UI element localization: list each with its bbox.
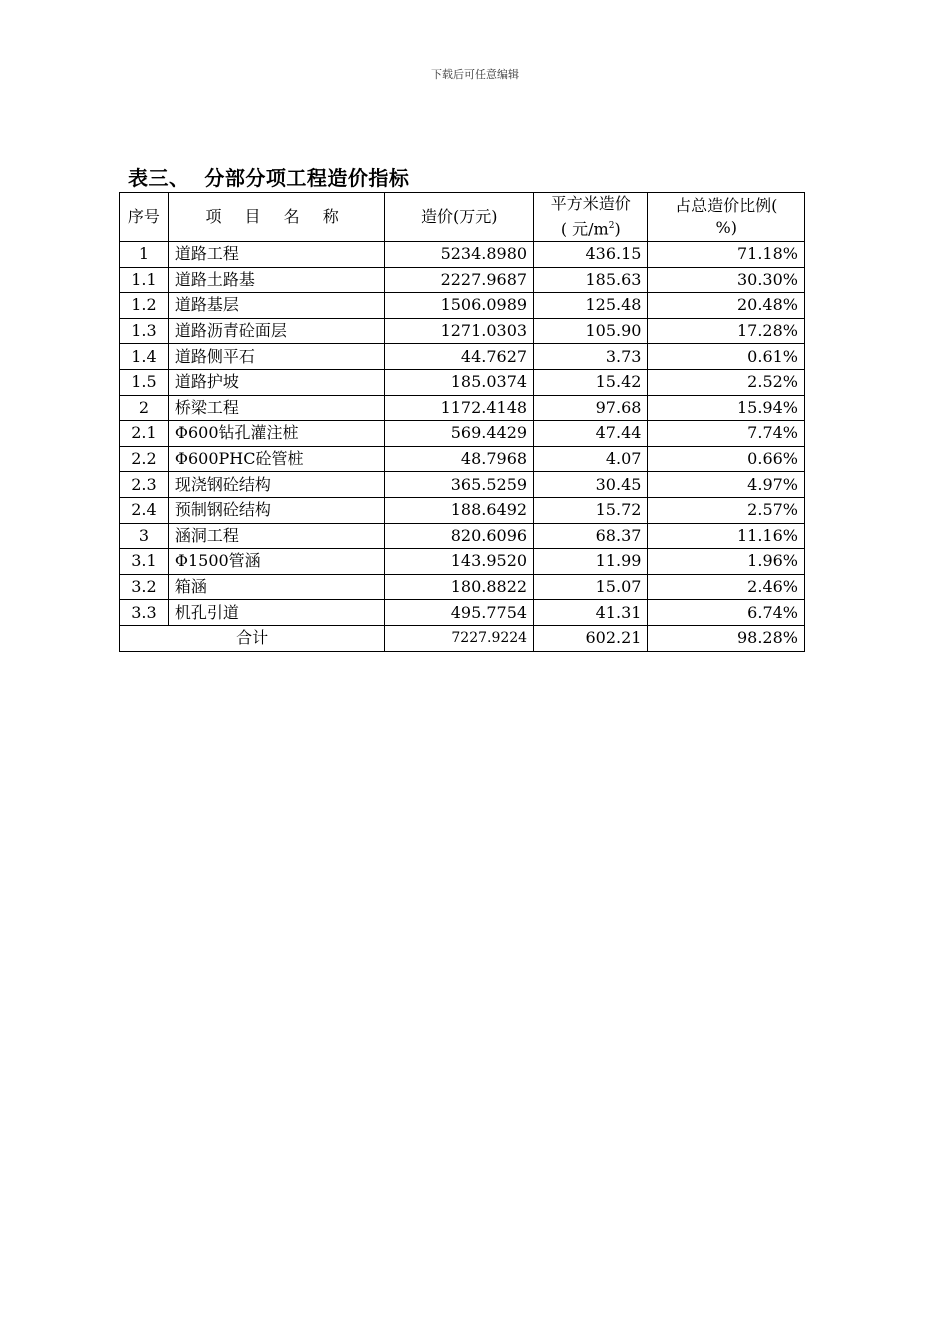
total-row — [120, 625, 805, 651]
cell-name: Φ600钻孔灌注桩 — [168, 421, 384, 447]
cell-ratio: 15.94% — [648, 395, 805, 421]
cell-cost: 1271.0303 — [385, 318, 534, 344]
header-ratio-line1: 占总造价比例( — [675, 196, 778, 215]
cell-sqm: 4.07 — [534, 446, 648, 472]
cell-name: 桥梁工程 — [168, 395, 384, 421]
cell-ratio: 1.96% — [648, 549, 805, 575]
cell-sqm: 15.72 — [534, 497, 648, 523]
cell-sqm: 15.42 — [534, 369, 648, 395]
table-row — [120, 523, 805, 549]
cell-ratio: 71.18% — [648, 242, 805, 268]
header-sqm-line1: 平方米造价 — [550, 194, 631, 214]
table-row — [120, 293, 805, 319]
cell-cost: 365.5259 — [385, 472, 534, 498]
cell-sqm: 436.15 — [534, 242, 648, 268]
cell-cost: 5234.8980 — [385, 242, 534, 268]
cell-seq: 2 — [120, 395, 169, 421]
cell-name: Φ1500管涵 — [168, 549, 384, 575]
cell-name: 道路土路基 — [168, 267, 384, 293]
cell-sqm: 30.45 — [534, 472, 648, 498]
cell-seq: 3.1 — [120, 549, 169, 575]
header-name: 项 目 名 称 — [168, 193, 384, 242]
cost-index-table — [119, 192, 805, 652]
cell-ratio: 0.66% — [648, 446, 805, 472]
total-sqm: 602.21 — [534, 625, 648, 651]
cell-name: 现浇钢砼结构 — [168, 472, 384, 498]
total-ratio: 98.28% — [648, 625, 805, 651]
table-row — [120, 574, 805, 600]
cell-sqm: 47.44 — [534, 421, 648, 447]
cell-ratio: 17.28% — [648, 318, 805, 344]
cell-name: 道路侧平石 — [168, 344, 384, 370]
cell-name: 道路沥青砼面层 — [168, 318, 384, 344]
cell-sqm: 68.37 — [534, 523, 648, 549]
table-row — [120, 497, 805, 523]
cell-seq: 3.2 — [120, 574, 169, 600]
cell-cost: 820.6096 — [385, 523, 534, 549]
cell-seq: 1.3 — [120, 318, 169, 344]
table-row — [120, 395, 805, 421]
cell-seq: 1.2 — [120, 293, 169, 319]
cell-sqm: 11.99 — [534, 549, 648, 575]
cell-seq: 1.4 — [120, 344, 169, 370]
cell-seq: 2.4 — [120, 497, 169, 523]
cell-cost: 48.7968 — [385, 446, 534, 472]
cell-name: 机孔引道 — [168, 600, 384, 626]
cell-ratio: 0.61% — [648, 344, 805, 370]
cell-sqm: 125.48 — [534, 293, 648, 319]
table-body — [120, 242, 805, 652]
header-ratio-line2: %) — [715, 218, 737, 237]
cell-cost: 1172.4148 — [385, 395, 534, 421]
cell-seq: 3 — [120, 523, 169, 549]
cell-cost: 143.9520 — [385, 549, 534, 575]
total-label: 合计 — [120, 625, 385, 651]
cell-name: 道路基层 — [168, 293, 384, 319]
page-header: 下载后可任意编辑 — [431, 68, 519, 81]
cell-ratio: 30.30% — [648, 267, 805, 293]
cell-sqm: 185.63 — [534, 267, 648, 293]
cell-sqm: 41.31 — [534, 600, 648, 626]
cell-name: 道路护坡 — [168, 369, 384, 395]
total-cost: 7227.9224 — [385, 625, 534, 651]
cell-cost: 180.8822 — [385, 574, 534, 600]
cell-ratio: 2.46% — [648, 574, 805, 600]
table-row — [120, 267, 805, 293]
cell-sqm: 3.73 — [534, 344, 648, 370]
cell-name: Φ600PHC砼管桩 — [168, 446, 384, 472]
table-title: 表三、 分部分项工程造价指标 — [128, 166, 410, 190]
header-seq: 序号 — [120, 193, 169, 242]
cell-seq: 2.2 — [120, 446, 169, 472]
header-sqm-line2-pre: ( 元/m — [560, 219, 609, 239]
header-sqm-cost — [534, 193, 648, 242]
cell-ratio: 4.97% — [648, 472, 805, 498]
cell-cost: 44.7627 — [385, 344, 534, 370]
cell-seq: 3.3 — [120, 600, 169, 626]
cell-ratio: 2.57% — [648, 497, 805, 523]
cell-sqm: 15.07 — [534, 574, 648, 600]
cell-name: 预制钢砼结构 — [168, 497, 384, 523]
table-row — [120, 318, 805, 344]
cell-sqm: 97.68 — [534, 395, 648, 421]
cell-seq: 1.1 — [120, 267, 169, 293]
header-sqm-sup: 2 — [608, 221, 615, 232]
cell-seq: 1 — [120, 242, 169, 268]
table-row — [120, 472, 805, 498]
cell-name: 箱涵 — [168, 574, 384, 600]
cell-name: 道路工程 — [168, 242, 384, 268]
table-row — [120, 344, 805, 370]
cell-name: 涵洞工程 — [168, 523, 384, 549]
cell-cost: 2227.9687 — [385, 267, 534, 293]
cell-cost: 569.4429 — [385, 421, 534, 447]
cell-ratio: 6.74% — [648, 600, 805, 626]
table-row — [120, 242, 805, 268]
cell-ratio: 7.74% — [648, 421, 805, 447]
table-row — [120, 549, 805, 575]
cell-ratio: 2.52% — [648, 369, 805, 395]
table-header-row — [120, 193, 805, 242]
cell-cost: 1506.0989 — [385, 293, 534, 319]
table-row — [120, 446, 805, 472]
cell-seq: 2.1 — [120, 421, 169, 447]
cell-ratio: 11.16% — [648, 523, 805, 549]
cell-cost: 188.6492 — [385, 497, 534, 523]
header-ratio — [648, 193, 805, 242]
cell-seq: 1.5 — [120, 369, 169, 395]
table-row — [120, 421, 805, 447]
cell-cost: 185.0374 — [385, 369, 534, 395]
header-cost: 造价(万元) — [385, 193, 534, 242]
cell-sqm: 105.90 — [534, 318, 648, 344]
table-row — [120, 369, 805, 395]
table-row — [120, 600, 805, 626]
header-sqm-line2-post: ) — [614, 219, 621, 239]
cell-cost: 495.7754 — [385, 600, 534, 626]
cell-seq: 2.3 — [120, 472, 169, 498]
cell-ratio: 20.48% — [648, 293, 805, 319]
